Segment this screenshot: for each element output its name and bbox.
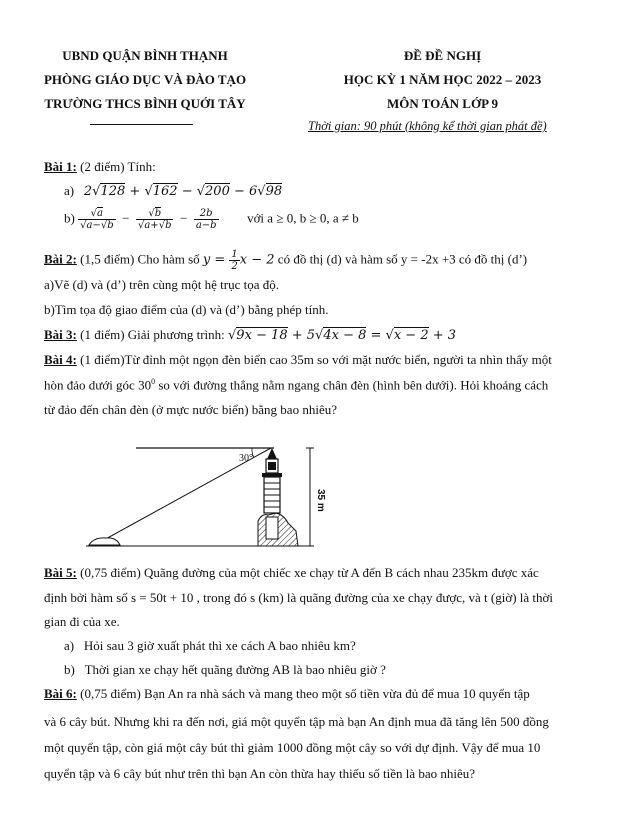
bai2-b: b)Tìm tọa độ giao điểm của (d) và (d’) bằng phép tính. [44,302,329,317]
bai4-line3: từ đảo đến chân đèn (ở mực nước biển) bằng bao nhiêu? [44,402,337,417]
fraction-2: $\frac{√b}{√a+√b}$ [137,208,172,231]
bai6-line3: một quyển tập, còn giá một cây bút thì giảm 1000 đồng một cây so với dự định. Vậy để mua 10 [44,740,541,755]
bai1-part-a [64,183,282,199]
operator: − [177,184,197,199]
bai4-text: hòn đảo dưới góc 30 [44,377,152,393]
bai5-a-label: a) [64,638,75,653]
denominator: 2 [231,261,238,272]
bai2-heading [44,249,527,272]
numerator: a [97,208,104,219]
header-divider [90,124,193,125]
operator: + [125,184,145,199]
bai6-line4: quyển tập và 6 cây bút như trên thì bạn An còn thừa hay thiếu số tiền là bao nhiêu? [44,766,476,781]
operator: − [179,210,188,226]
denominator: b [107,220,114,231]
bai3-equation: √9x − 18 + 5√4x − 8 = √x − 2 + 3 [228,328,457,343]
y-equals: y = [202,252,230,268]
bai5-b-text: Thời gian xe chạy hết quãng đường AB là bao nhiêu giờ ? [84,662,386,677]
base-block [266,517,278,539]
height-label: 35 m [315,489,326,512]
bai2-rest: có đồ thị (d) và hàm số y = -2x +3 có đồ thị (d’) [274,251,528,267]
bai3-intro: (1 điểm) Giải phương trình: [76,327,228,342]
bai5-line3: gian đi của xe. [44,614,120,629]
school-district: UBND QUẬN BÌNH THẠNH [62,48,228,63]
bai1-intro: (2 điểm) Tính: [76,159,156,174]
bai2-title: Bài 2: [44,251,77,267]
radicand: 128 [100,184,126,199]
bai1-title: Bài 1: [44,159,77,174]
bai1-a-label: a) [64,183,75,198]
angle-label: 30° [239,453,253,464]
bai1-a-expression: 2√128 + √162 − √200 − 6√98 [83,184,283,199]
bai4-line2 [44,377,548,393]
operator: + 5 [287,328,316,343]
operator: + [150,220,159,231]
fraction-half [229,249,239,272]
bai1-heading [44,159,156,175]
bai4-title: Bài 4: [44,352,77,367]
radicand: 98 [265,184,283,199]
bai5-b-label: b) [64,662,75,677]
numerator: 1 [231,249,238,260]
bai5-line1 [44,565,539,581]
operator: − [122,210,130,226]
bai4-text: (1 điểm)Từ đỉnh một ngọn đèn biển cao 35m so với mặt nước biển, người ta nhìn thấy một [76,352,552,367]
bai6-line2: và 6 cây bút. Nhưng khi ra đến nơi, giá một quyển tập mà bạn An định mua đã tăng lên 500 đồng [44,714,549,729]
bai5-a-text: Hỏi sau 3 giờ xuất phát thì xe cách A bao nhiêu km? [83,638,356,653]
bai3-title: Bài 3: [44,327,77,342]
bai6-text: (0,75 điểm) Bạn An ra nhà sách và mang theo một số tiền vừa đủ để mua 10 quyển tập [76,686,530,701]
bai5-line2: định bởi hàm số s = 50t + 10 , trong đó s (km) là quãng đường của xe chạy được, và t (giờ) là thời [44,590,554,605]
degree-sup: 0 [151,377,156,386]
bai4-line1 [44,352,552,368]
radicand: 9x − 18 [236,328,288,343]
lighthouse-figure [86,437,326,553]
operator: − 6 [229,184,258,199]
numerator: b [154,208,162,219]
bai2-a: a)Vẽ (d) và (d’) trên cùng một hệ trục tọa độ. [44,277,279,292]
bai1-b-label: b) [64,210,75,226]
radicand: 4x − 8 [323,328,367,343]
operator: + 3 [428,328,457,343]
bai5-b [64,662,386,678]
operator: = [366,328,386,343]
radicand: x − 2 [393,328,429,343]
bai4-text: so với đường thẳng nằm ngang chân đèn (hình bên dưới). Hỏi khoảng cách [155,377,549,393]
fraction-3 [194,208,219,231]
radicand: 200 [205,184,230,199]
denominator: a [86,220,93,231]
bai5-title: Bài 5: [44,565,77,580]
bai5-text: (0,75 điểm) Quãng đường của một chiếc xe chạy từ A đến B cách nhau 235km được xác [76,565,539,580]
bai6-title: Bài 6: [44,686,77,701]
denominator: b [165,220,172,231]
exam-time: Thời gian: 90 phút (không kể thời gian phát đề) [308,119,547,133]
denominator: a−b [195,220,217,231]
bai2-intro: (1,5 điểm) Cho hàm số [76,251,203,267]
island [89,538,120,545]
exam-term: HỌC KỲ 1 NĂM HỌC 2022 – 2023 [343,72,542,87]
lamp-window [268,462,276,470]
numerator: 2b [194,208,219,220]
denominator: a [144,220,151,231]
bai5-a [64,638,356,654]
bai1-condition: với a ≥ 0, b ≥ 0, a ≠ b [247,210,359,226]
bai3-heading [44,327,456,343]
operator: − [92,220,101,231]
bai6-line1 [44,686,530,702]
linear-expr: x − 2 [239,252,275,268]
coef: 2 [83,184,93,199]
exam-type: ĐỀ ĐỀ NGHỊ [403,48,482,63]
exam-subject: MÔN TOÁN LỚP 9 [386,96,499,111]
school-name: TRƯỜNG THCS BÌNH QUỚI TÂY [44,96,246,111]
fraction-1: $\frac{√a}{√a-√b}$ [80,208,114,231]
bai1-part-b [64,208,359,231]
lighthouse-gallery [262,473,282,477]
school-department: PHÒNG GIÁO DỤC VÀ ĐÀO TẠO [43,72,247,87]
radicand: 162 [152,184,178,199]
